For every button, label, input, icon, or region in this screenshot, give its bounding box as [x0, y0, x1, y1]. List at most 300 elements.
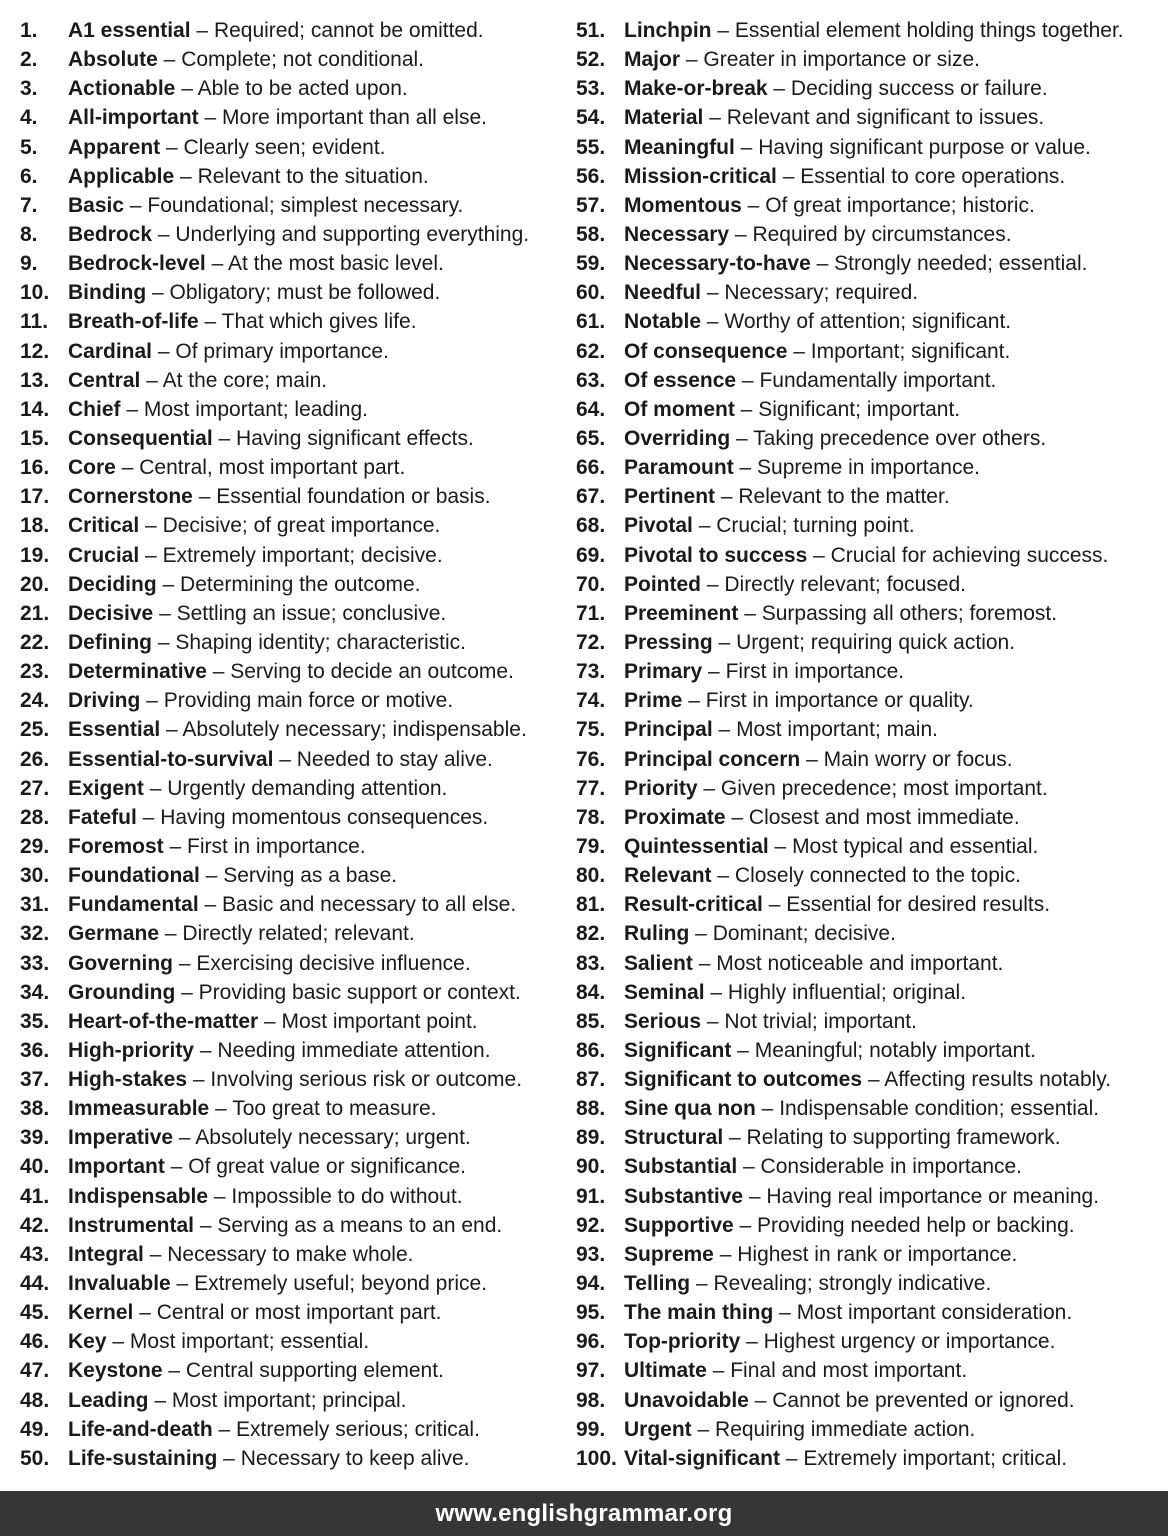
item-separator: –: [697, 776, 721, 800]
item-definition: Needed to stay alive.: [296, 747, 493, 771]
item-definition: At the most basic level.: [227, 252, 444, 276]
item-text: [624, 1240, 1017, 1269]
item-term: High-priority: [68, 1038, 194, 1062]
item-term: Pivotal to success: [624, 543, 808, 567]
item-term: Life-and-death: [68, 1417, 213, 1441]
item-definition: First in importance.: [725, 660, 905, 684]
list-item: [576, 74, 1164, 103]
item-number: 5.: [20, 135, 38, 159]
item-number: 47.: [20, 1359, 50, 1383]
item-term: Bedrock: [68, 222, 153, 246]
item-number: 72.: [576, 630, 606, 654]
item-text: [624, 541, 1108, 570]
item-text: [624, 162, 1065, 191]
list-item: [20, 220, 576, 249]
list-item: [576, 133, 1164, 162]
item-definition: Too great to measure.: [232, 1097, 437, 1121]
item-separator: –: [701, 281, 725, 305]
list-item: [576, 715, 1164, 744]
item-number: 36.: [20, 1038, 50, 1062]
list-item: [20, 1240, 576, 1269]
list-item: [20, 1094, 576, 1123]
item-term: Cardinal: [68, 339, 153, 363]
list-item: [20, 395, 576, 424]
item-text: [68, 890, 516, 919]
item-definition: Serving as a means to an end.: [217, 1213, 503, 1237]
item-number: 22.: [20, 630, 50, 654]
item-text: [68, 832, 366, 861]
item-definition: Closest and most immediate.: [748, 805, 1020, 829]
item-term: Apparent: [68, 135, 161, 159]
item-text: [68, 541, 443, 570]
item-term: Bedrock-level: [68, 252, 206, 276]
item-text: [624, 1444, 1067, 1473]
item-definition: Serving as a base.: [223, 864, 398, 888]
item-definition: Highest urgency or importance.: [763, 1330, 1056, 1354]
item-separator: –: [692, 514, 717, 538]
item-term: Supportive: [624, 1213, 734, 1237]
item-term: Keystone: [68, 1359, 163, 1383]
item-number: 29.: [20, 834, 50, 858]
item-separator: –: [192, 485, 217, 509]
item-separator: –: [106, 1330, 130, 1354]
item-separator: –: [807, 543, 831, 567]
item-definition: Relevant to the matter.: [738, 485, 950, 509]
item-term: Linchpin: [624, 19, 712, 42]
list-item: [20, 599, 576, 628]
item-definition: Necessary to keep alive.: [240, 1446, 470, 1470]
item-text: [624, 74, 1048, 103]
item-term: Core: [68, 456, 116, 480]
item-number: 62.: [576, 339, 606, 363]
item-number: 11.: [20, 310, 49, 334]
item-definition: Urgently demanding attention.: [167, 776, 448, 800]
item-separator: –: [755, 1097, 780, 1121]
item-text: [68, 949, 471, 978]
item-term: Momentous: [624, 193, 742, 217]
item-term: Significant: [624, 1038, 732, 1062]
item-term: Serious: [624, 1009, 702, 1033]
item-text: [624, 424, 1046, 453]
item-separator: –: [120, 397, 144, 421]
item-separator: –: [736, 368, 760, 392]
item-text: [68, 1327, 369, 1356]
item-text: [624, 657, 904, 686]
item-text: [68, 1240, 414, 1269]
item-separator: –: [711, 864, 735, 888]
item-definition: Clearly seen; evident.: [183, 135, 386, 159]
item-text: [624, 1356, 967, 1385]
list-item: [576, 1298, 1164, 1327]
item-definition: Absolutely necessary; urgent.: [195, 1126, 471, 1150]
item-text: [624, 249, 1087, 278]
item-text: [624, 307, 1011, 336]
item-term: Make-or-break: [624, 77, 768, 101]
item-definition: Shaping identity; characteristic.: [175, 630, 467, 654]
item-definition: Having momentous consequences.: [160, 805, 489, 829]
list-item: [20, 978, 576, 1007]
item-term: Pertinent: [624, 485, 716, 509]
item-definition: Revealing; strongly indicative.: [713, 1272, 992, 1296]
item-definition: Having real importance or meaning.: [766, 1184, 1100, 1208]
list-item: [576, 1065, 1164, 1094]
item-text: [624, 832, 1038, 861]
item-definition: Required by circumstances.: [752, 222, 1012, 246]
list-item: [20, 191, 576, 220]
item-separator: –: [136, 805, 161, 829]
item-separator: –: [690, 1272, 714, 1296]
list-item: [20, 74, 576, 103]
item-term: Mission-critical: [624, 164, 777, 188]
list-item: [576, 395, 1164, 424]
item-number: 98.: [576, 1388, 606, 1412]
item-definition: Central or most important part.: [156, 1301, 442, 1325]
item-definition: Of primary importance.: [175, 339, 389, 363]
item-term: Major: [624, 48, 681, 72]
item-term: Foundational: [68, 864, 200, 888]
list-item: [20, 424, 576, 453]
item-text: [624, 1007, 917, 1036]
item-number: 87.: [576, 1068, 606, 1092]
item-number: 10.: [20, 281, 50, 305]
item-definition: Strongly needed; essential.: [834, 252, 1088, 276]
list-item: [576, 162, 1164, 191]
item-number: 17.: [20, 485, 50, 509]
item-term: Telling: [624, 1272, 691, 1296]
item-separator: –: [140, 368, 163, 392]
item-number: 45.: [20, 1301, 50, 1325]
item-separator: –: [208, 1184, 232, 1208]
item-number: 6.: [20, 164, 38, 188]
item-separator: –: [143, 1242, 168, 1266]
item-text: [624, 1065, 1111, 1094]
item-text: [68, 16, 484, 45]
list-item: [576, 628, 1164, 657]
item-definition: Deciding success or failure.: [790, 77, 1048, 101]
list-item: [576, 1152, 1164, 1181]
item-text: [68, 45, 424, 74]
item-definition: Essential foundation or basis.: [216, 485, 491, 509]
item-text: [624, 337, 1010, 366]
item-term: Paramount: [624, 456, 734, 480]
item-term: Notable: [624, 310, 702, 334]
list-item: [576, 103, 1164, 132]
item-text: [68, 74, 408, 103]
item-number: 14.: [20, 397, 50, 421]
item-number: 74.: [576, 689, 606, 713]
item-text: [68, 628, 466, 657]
list-item: [576, 511, 1164, 540]
item-separator: –: [737, 1155, 761, 1179]
item-text: [68, 1356, 444, 1385]
item-number: 16.: [20, 456, 50, 480]
item-term: Kernel: [68, 1301, 134, 1325]
item-separator: –: [723, 1126, 747, 1150]
item-text: [624, 191, 1035, 220]
item-term: Important: [68, 1155, 165, 1179]
item-separator: –: [140, 689, 164, 713]
item-definition: Involving serious risk or outcome.: [210, 1068, 523, 1092]
item-text: [624, 570, 966, 599]
item-separator: –: [743, 1184, 767, 1208]
item-text: [624, 1123, 1061, 1152]
item-term: Material: [624, 106, 704, 130]
item-separator: –: [173, 1126, 196, 1150]
list-item: [576, 424, 1164, 453]
item-separator: –: [810, 252, 835, 276]
list-column-right: [576, 16, 1164, 1491]
item-definition: Dominant; decisive.: [712, 922, 896, 946]
item-term: Decisive: [68, 601, 154, 625]
item-definition: Meaningful; notably important.: [754, 1038, 1037, 1062]
item-separator: –: [115, 456, 140, 480]
item-term: Invaluable: [68, 1272, 171, 1296]
item-term: Overriding: [624, 426, 731, 450]
item-term: Meaningful: [624, 135, 735, 159]
list-item: [576, 1356, 1164, 1385]
item-definition: Crucial for achieving success.: [830, 543, 1109, 567]
item-definition: Given precedence; most important.: [720, 776, 1048, 800]
item-term: Urgent: [624, 1417, 692, 1441]
item-number: 26.: [20, 747, 50, 771]
item-number: 66.: [576, 456, 606, 480]
item-number: 4.: [20, 106, 38, 130]
item-number: 63.: [576, 368, 606, 392]
item-term: Cornerstone: [68, 485, 193, 509]
item-definition: Extremely serious; critical.: [236, 1417, 480, 1441]
item-number: 49.: [20, 1417, 50, 1441]
item-text: [624, 1152, 1022, 1181]
item-text: [624, 1269, 991, 1298]
item-text: [624, 745, 1013, 774]
list-item: [20, 715, 576, 744]
list-item: [20, 919, 576, 948]
item-number: 60.: [576, 281, 606, 305]
list-item: [576, 832, 1164, 861]
item-text: [68, 1211, 502, 1240]
item-separator: –: [205, 252, 228, 276]
list-item: [20, 1211, 576, 1240]
footer-url: www.englishgrammar.org: [435, 1500, 733, 1527]
item-definition: Most important; main.: [736, 718, 938, 742]
item-number: 34.: [20, 980, 50, 1004]
item-text: [68, 1269, 487, 1298]
list-item: [576, 657, 1164, 686]
item-separator: –: [153, 601, 177, 625]
list-item: [576, 366, 1164, 395]
item-term: Of essence: [624, 368, 737, 392]
item-term: Binding: [68, 281, 147, 305]
list-item: [576, 1007, 1164, 1036]
item-text: [624, 366, 996, 395]
item-definition: Settling an issue; conclusive.: [176, 601, 447, 625]
item-term: Significant to outcomes: [624, 1068, 863, 1092]
item-term: Essential: [68, 718, 161, 742]
item-term: Unavoidable: [624, 1388, 749, 1412]
item-definition: Necessary to make whole.: [167, 1242, 414, 1266]
item-text: [624, 1327, 1055, 1356]
item-term: Governing: [68, 951, 174, 975]
item-separator: –: [152, 339, 176, 363]
item-text: [68, 453, 405, 482]
list-item: [576, 191, 1164, 220]
item-separator: –: [715, 485, 739, 509]
item-term: Needful: [624, 281, 702, 305]
item-separator: –: [701, 1009, 725, 1033]
item-term: Quintessential: [624, 834, 769, 858]
item-definition: Basic and necessary to all else.: [222, 893, 517, 917]
item-number: 64.: [576, 397, 606, 421]
item-definition: Having significant purpose or value.: [758, 135, 1091, 159]
list-item: [20, 1386, 576, 1415]
item-separator: –: [701, 572, 725, 596]
list-item: [20, 1182, 576, 1211]
item-number: 50.: [20, 1446, 50, 1470]
list-item: [576, 249, 1164, 278]
list-item: [20, 541, 576, 570]
item-term: Principal concern: [624, 747, 801, 771]
item-definition: Supreme in importance.: [757, 456, 980, 480]
list-item: [20, 570, 576, 599]
item-definition: First in importance.: [187, 834, 366, 858]
item-text: [624, 1036, 1036, 1065]
item-term: Chief: [68, 397, 121, 421]
item-number: 31.: [20, 893, 50, 917]
item-number: 83.: [576, 951, 606, 975]
list-item: [20, 366, 576, 395]
item-number: 91.: [576, 1184, 606, 1208]
item-number: 15.: [20, 426, 50, 450]
item-number: 88.: [576, 1097, 606, 1121]
item-term: Immeasurable: [68, 1097, 210, 1121]
item-number: 39.: [20, 1126, 50, 1150]
item-text: [68, 366, 327, 395]
list-item: [576, 482, 1164, 511]
item-text: [624, 45, 980, 74]
item-number: 68.: [576, 514, 606, 538]
item-number: 24.: [20, 689, 50, 713]
item-number: 32.: [20, 922, 50, 946]
item-separator: –: [194, 1213, 218, 1237]
item-term: Priority: [624, 776, 698, 800]
item-separator: –: [152, 630, 176, 654]
item-definition: Most important point.: [281, 1009, 478, 1033]
item-separator: –: [725, 805, 749, 829]
list-item: [20, 1152, 576, 1181]
item-definition: Obligatory; must be followed.: [169, 281, 441, 305]
list-item: [20, 1065, 576, 1094]
item-separator: –: [702, 660, 726, 684]
item-separator: –: [163, 834, 188, 858]
item-definition: Determining the outcome.: [180, 572, 421, 596]
list-item: [576, 453, 1164, 482]
list-item: [576, 890, 1164, 919]
item-term: Sine qua non: [624, 1097, 756, 1121]
item-separator: –: [692, 951, 717, 975]
item-definition: Most important; essential.: [129, 1330, 370, 1354]
list-item: [20, 861, 576, 890]
item-term: Proximate: [624, 805, 726, 829]
item-separator: –: [748, 1388, 773, 1412]
item-definition: More important than all else.: [222, 106, 487, 130]
item-definition: That which gives life.: [221, 310, 417, 334]
item-term: Of moment: [624, 397, 735, 421]
item-separator: –: [768, 834, 793, 858]
list-item: [576, 1094, 1164, 1123]
item-number: 51.: [576, 19, 606, 42]
list-item: [20, 453, 576, 482]
item-separator: –: [787, 339, 811, 363]
item-number: 38.: [20, 1097, 50, 1121]
item-definition: Extremely important; critical.: [803, 1446, 1068, 1470]
item-separator: –: [198, 106, 223, 130]
item-definition: Able to be acted upon.: [197, 77, 408, 101]
item-term: Pivotal: [624, 514, 693, 538]
item-term: Supreme: [624, 1242, 714, 1266]
item-number: 61.: [576, 310, 606, 334]
item-text: [68, 162, 429, 191]
item-term: Deciding: [68, 572, 157, 596]
item-separator: –: [199, 864, 224, 888]
item-term: All-important: [68, 106, 199, 130]
item-separator: –: [704, 980, 728, 1004]
item-number: 27.: [20, 776, 50, 800]
item-term: Essential-to-survival: [68, 747, 274, 771]
item-term: Absolute: [68, 48, 158, 72]
item-text: [68, 103, 487, 132]
item-text: [68, 978, 521, 1007]
item-text: [68, 686, 453, 715]
list-item: [576, 1240, 1164, 1269]
item-definition: Absolutely necessary; indispensable.: [182, 718, 527, 742]
item-term: Relevant: [624, 864, 712, 888]
list-item: [20, 16, 576, 45]
item-text: [624, 599, 1057, 628]
item-term: Breath-of-life: [68, 310, 199, 334]
item-number: 86.: [576, 1038, 606, 1062]
item-term: Vital-significant: [624, 1446, 780, 1470]
list-item: [576, 1123, 1164, 1152]
item-definition: Providing needed help or backing.: [757, 1213, 1075, 1237]
list-item: [576, 1327, 1164, 1356]
item-term: Defining: [68, 630, 152, 654]
item-text: [624, 919, 896, 948]
list-item: [20, 1327, 576, 1356]
item-term: Fundamental: [68, 893, 199, 917]
item-text: [68, 1444, 469, 1473]
item-separator: –: [209, 1097, 233, 1121]
item-definition: Highest in rank or importance.: [737, 1242, 1018, 1266]
item-definition: Foundational; simplest necessary.: [147, 193, 464, 217]
item-term: Structural: [624, 1126, 724, 1150]
item-separator: –: [198, 893, 223, 917]
item-number: 93.: [576, 1242, 606, 1266]
item-text: [624, 628, 1015, 657]
item-text: [624, 1298, 1072, 1327]
item-number: 40.: [20, 1155, 50, 1179]
item-text: [68, 774, 447, 803]
item-definition: Directly related; relevant.: [182, 922, 415, 946]
item-text: [624, 715, 938, 744]
item-definition: Final and most important.: [730, 1359, 968, 1383]
item-separator: –: [691, 1417, 716, 1441]
list-item: [20, 337, 576, 366]
item-separator: –: [139, 514, 163, 538]
item-separator: –: [731, 1038, 755, 1062]
item-separator: –: [157, 48, 182, 72]
item-term: Top-priority: [624, 1330, 741, 1354]
item-text: [624, 803, 1020, 832]
